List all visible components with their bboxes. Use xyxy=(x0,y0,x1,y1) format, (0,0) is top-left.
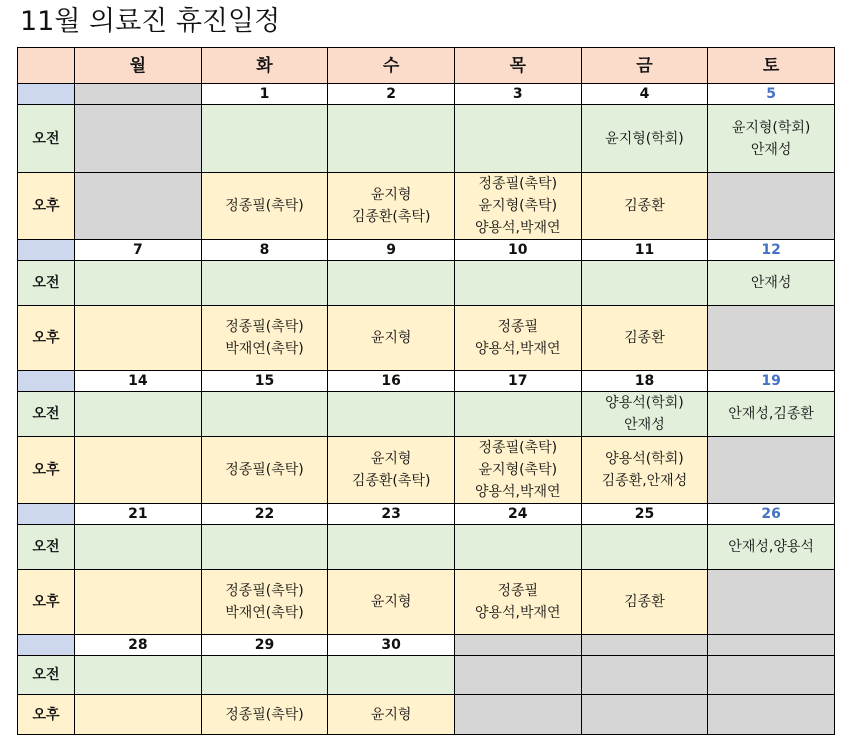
staff-entry: 윤지형(촉탁) xyxy=(478,198,558,214)
pm-cell-fri xyxy=(581,695,708,735)
am-cell-tue xyxy=(201,392,328,437)
pm-cell-sat xyxy=(708,306,835,371)
staff-entry: 양용석,박재연 xyxy=(474,220,561,236)
date-cell-fri xyxy=(581,635,708,656)
date-cell-wed: 2 xyxy=(328,84,455,105)
header-tue: 화 xyxy=(201,48,328,84)
date-cell-thu: 10 xyxy=(454,240,581,261)
pm-cell-tue xyxy=(201,437,328,504)
pm-label: 오후 xyxy=(18,695,75,735)
pm-cell-sat xyxy=(708,570,835,635)
header-corner-cell xyxy=(18,48,75,84)
am-label: 오전 xyxy=(18,392,75,437)
pm-cell-thu xyxy=(454,695,581,735)
week-label-cell xyxy=(18,635,75,656)
pm-cell-mon xyxy=(75,306,202,371)
date-cell-fri: 4 xyxy=(581,84,708,105)
date-cell-fri: 11 xyxy=(581,240,708,261)
pm-cell-thu xyxy=(454,437,581,504)
staff-entry: 정종필(촉탁) xyxy=(225,198,304,214)
pm-cell-fri xyxy=(581,306,708,371)
staff-entry: 윤지형 xyxy=(370,187,412,203)
am-cell-tue xyxy=(201,261,328,306)
date-cell-mon: 14 xyxy=(75,371,202,392)
date-cell-mon: 7 xyxy=(75,240,202,261)
staff-entry: 정종필 xyxy=(497,319,539,335)
am-cell-fri xyxy=(581,105,708,173)
am-cell-sat xyxy=(708,261,835,306)
staff-entry: 윤지형 xyxy=(370,594,412,610)
am-cell-sat xyxy=(708,392,835,437)
weekday-header-row xyxy=(18,48,835,84)
pm-cell-fri xyxy=(581,570,708,635)
date-cell-mon: 21 xyxy=(75,504,202,525)
date-row xyxy=(18,635,835,656)
pm-row xyxy=(18,173,835,240)
date-cell-tue: 22 xyxy=(201,504,328,525)
date-row xyxy=(18,240,835,261)
pm-cell-wed xyxy=(328,173,455,240)
pm-cell-thu xyxy=(454,173,581,240)
header-fri: 금 xyxy=(581,48,708,84)
am-cell-tue xyxy=(201,656,328,695)
staff-entry: 양용석,박재연 xyxy=(474,605,561,621)
date-cell-thu: 17 xyxy=(454,371,581,392)
header-sat: 토 xyxy=(708,48,835,84)
pm-row xyxy=(18,570,835,635)
am-cell-thu xyxy=(454,525,581,570)
staff-entry: 윤지형 xyxy=(370,451,412,467)
pm-cell-wed xyxy=(328,570,455,635)
staff-entry: 정종필(촉탁) xyxy=(225,319,304,335)
am-label: 오전 xyxy=(18,525,75,570)
week-label-cell xyxy=(18,371,75,392)
staff-entry: 윤지형(학회) xyxy=(731,119,811,136)
am-cell-mon xyxy=(75,392,202,437)
pm-row xyxy=(18,695,835,735)
am-cell-tue xyxy=(201,525,328,570)
pm-cell-fri xyxy=(581,173,708,240)
am-row xyxy=(18,105,835,173)
header-mon: 월 xyxy=(75,48,202,84)
pm-label: 오후 xyxy=(18,306,75,371)
date-cell-wed: 30 xyxy=(328,635,455,656)
date-cell-tue: 15 xyxy=(201,371,328,392)
date-cell-thu xyxy=(454,635,581,656)
pm-cell-wed xyxy=(328,306,455,371)
am-row xyxy=(18,525,835,570)
am-cell-thu xyxy=(454,261,581,306)
date-cell-thu: 24 xyxy=(454,504,581,525)
pm-cell-mon xyxy=(75,570,202,635)
pm-cell-mon xyxy=(75,173,202,240)
am-cell-fri xyxy=(581,525,708,570)
staff-entry: 안재성,김종환 xyxy=(728,406,814,422)
week-label-cell xyxy=(18,504,75,525)
pm-cell-thu xyxy=(454,306,581,371)
staff-entry: 양용석(학회) xyxy=(605,395,684,411)
am-cell-mon xyxy=(75,261,202,306)
am-cell-sat xyxy=(708,105,835,173)
pm-cell-mon xyxy=(75,437,202,504)
staff-entry: 윤지형 xyxy=(370,330,412,346)
staff-entry: 정종필(촉탁) xyxy=(478,176,558,192)
date-cell-tue: 1 xyxy=(201,84,328,105)
pm-cell-tue xyxy=(201,173,328,240)
staff-entry: 정종필 xyxy=(497,583,539,599)
am-label: 오전 xyxy=(18,261,75,306)
am-label: 오전 xyxy=(18,656,75,695)
pm-row xyxy=(18,437,835,504)
staff-entry: 윤지형(학회) xyxy=(605,130,684,147)
am-cell-mon xyxy=(75,105,202,173)
am-cell-wed xyxy=(328,525,455,570)
date-cell-fri: 25 xyxy=(581,504,708,525)
pm-label: 오후 xyxy=(18,437,75,504)
staff-entry: 양용석(학회) xyxy=(605,451,684,467)
pm-cell-wed xyxy=(328,695,455,735)
pm-cell-tue xyxy=(201,306,328,371)
week-label-cell xyxy=(18,84,75,105)
date-cell-wed: 16 xyxy=(328,371,455,392)
pm-row xyxy=(18,306,835,371)
staff-entry: 양용석,박재연 xyxy=(474,484,561,500)
date-cell-tue: 29 xyxy=(201,635,328,656)
pm-cell-thu xyxy=(454,570,581,635)
staff-entry: 김종환 xyxy=(624,198,665,214)
am-cell-tue xyxy=(201,105,328,173)
pm-label: 오후 xyxy=(18,173,75,240)
am-cell-wed xyxy=(328,392,455,437)
date-row xyxy=(18,371,835,392)
page-title: 11월 의료진 휴진일정 xyxy=(20,6,281,37)
staff-entry: 김종환 xyxy=(624,594,665,610)
date-row xyxy=(18,84,835,105)
am-cell-mon xyxy=(75,656,202,695)
am-cell-thu xyxy=(454,105,581,173)
am-cell-sat xyxy=(708,525,835,570)
am-cell-fri xyxy=(581,392,708,437)
pm-cell-sat xyxy=(708,437,835,504)
date-cell-tue: 8 xyxy=(201,240,328,261)
am-cell-fri xyxy=(581,261,708,306)
pm-label: 오후 xyxy=(18,570,75,635)
date-cell-mon: 28 xyxy=(75,635,202,656)
am-row xyxy=(18,656,835,695)
schedule-body xyxy=(18,48,835,735)
staff-entry: 김종환 xyxy=(624,330,665,346)
staff-entry: 정종필(촉탁) xyxy=(225,462,304,478)
am-cell-thu xyxy=(454,392,581,437)
pm-cell-sat xyxy=(708,173,835,240)
date-cell-sat xyxy=(708,635,835,656)
pm-cell-tue xyxy=(201,570,328,635)
staff-entry: 안재성,양용석 xyxy=(728,539,814,555)
date-cell-thu: 3 xyxy=(454,84,581,105)
date-cell-wed: 9 xyxy=(328,240,455,261)
date-cell-sat: 19 xyxy=(708,371,835,392)
staff-entry: 윤지형(촉탁) xyxy=(478,462,558,478)
staff-entry: 안재성 xyxy=(624,417,665,433)
staff-entry: 양용석,박재연 xyxy=(474,341,561,357)
pm-cell-tue xyxy=(201,695,328,735)
am-row xyxy=(18,392,835,437)
staff-entry: 정종필(촉탁) xyxy=(478,440,558,456)
pm-cell-sat xyxy=(708,695,835,735)
staff-entry: 정종필(촉탁) xyxy=(225,583,304,599)
am-cell-wed xyxy=(328,105,455,173)
am-cell-thu xyxy=(454,656,581,695)
date-cell-sat: 12 xyxy=(708,240,835,261)
staff-entry: 윤지형 xyxy=(370,706,412,723)
pm-cell-wed xyxy=(328,437,455,504)
week-label-cell xyxy=(18,240,75,261)
am-label: 오전 xyxy=(18,105,75,173)
staff-entry: 안재성 xyxy=(750,275,792,291)
header-wed: 수 xyxy=(328,48,455,84)
header-thu: 목 xyxy=(454,48,581,84)
am-cell-wed xyxy=(328,656,455,695)
pm-cell-fri xyxy=(581,437,708,504)
am-row xyxy=(18,261,835,306)
staff-entry: 박재연(촉탁) xyxy=(225,341,304,357)
am-cell-mon xyxy=(75,525,202,570)
date-cell-sat: 26 xyxy=(708,504,835,525)
schedule-table xyxy=(17,47,835,735)
staff-entry: 안재성 xyxy=(750,141,792,158)
staff-entry: 정종필(촉탁) xyxy=(225,706,304,723)
date-cell-mon xyxy=(75,84,202,105)
date-cell-fri: 18 xyxy=(581,371,708,392)
staff-entry: 김종환(촉탁) xyxy=(351,473,431,489)
pm-cell-mon xyxy=(75,695,202,735)
am-cell-sat xyxy=(708,656,835,695)
am-cell-fri xyxy=(581,656,708,695)
staff-entry: 김종환,안재성 xyxy=(601,473,688,489)
staff-entry: 김종환(촉탁) xyxy=(351,209,431,225)
date-cell-sat: 5 xyxy=(708,84,835,105)
date-row xyxy=(18,504,835,525)
date-cell-wed: 23 xyxy=(328,504,455,525)
staff-entry: 박재연(촉탁) xyxy=(225,605,304,621)
am-cell-wed xyxy=(328,261,455,306)
